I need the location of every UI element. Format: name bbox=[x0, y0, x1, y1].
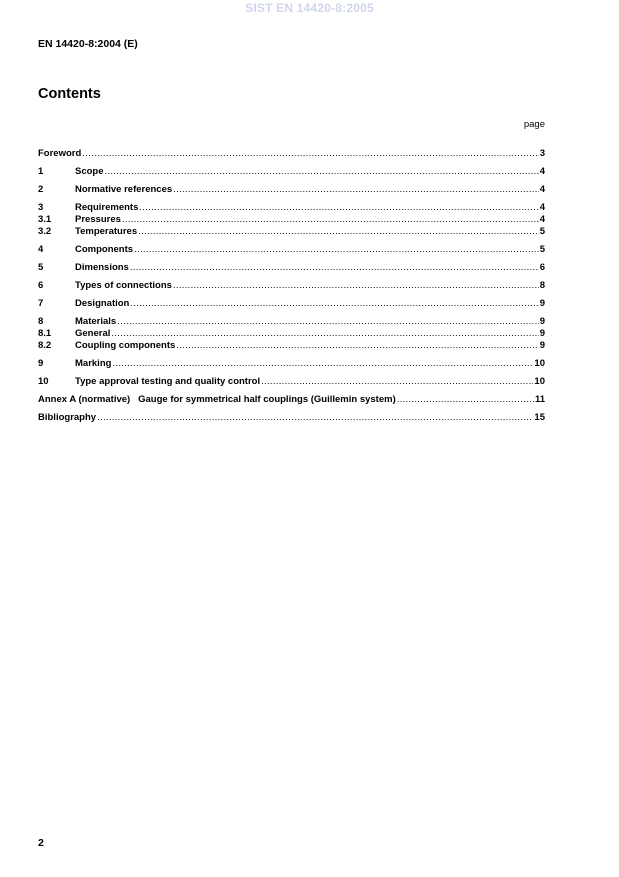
toc-entry-title: Requirements bbox=[75, 202, 139, 213]
toc-leader-dots bbox=[97, 412, 533, 424]
toc-entry-page: 4 bbox=[539, 214, 545, 225]
toc-leader-dots bbox=[130, 262, 539, 274]
toc-leader-dots bbox=[112, 358, 533, 370]
toc-entry-number: 3.1 bbox=[38, 214, 52, 225]
toc-entry-title: Temperatures bbox=[75, 226, 138, 237]
toc-leader-dots bbox=[261, 376, 533, 388]
toc-entry-page: 4 bbox=[539, 202, 545, 213]
toc-leader-dots bbox=[173, 280, 539, 292]
toc-entry-number: 5 bbox=[38, 262, 44, 273]
toc-leader-dots bbox=[176, 340, 538, 352]
page-column-label: page bbox=[523, 119, 545, 130]
toc-entry-temperatures[interactable] bbox=[38, 226, 545, 238]
toc-entry-general[interactable] bbox=[38, 328, 545, 340]
toc-entry-bibliography[interactable] bbox=[38, 412, 545, 424]
toc-entry-number: 3 bbox=[38, 202, 44, 213]
toc-leader-dots bbox=[105, 166, 539, 178]
toc-leader-dots bbox=[134, 244, 539, 256]
toc-entry-materials[interactable] bbox=[38, 316, 545, 328]
toc-entry-page: 5 bbox=[539, 244, 545, 255]
toc-entry-title: Marking bbox=[75, 358, 112, 369]
toc-entry-title: Materials bbox=[75, 316, 117, 327]
toc-entry-title: Bibliography bbox=[38, 412, 97, 423]
toc-leader-dots bbox=[111, 328, 538, 340]
toc-entry-page: 9 bbox=[539, 316, 545, 327]
toc-entry-number: 8.1 bbox=[38, 328, 52, 339]
toc-entry-page: 10 bbox=[534, 376, 545, 387]
toc-entry-scope[interactable] bbox=[38, 166, 545, 178]
toc-entry-components[interactable] bbox=[38, 244, 545, 256]
toc-entry-page: 4 bbox=[539, 184, 545, 195]
table-of-contents bbox=[38, 148, 545, 424]
toc-entry-title: Scope bbox=[75, 166, 104, 177]
toc-entry-number: 8 bbox=[38, 316, 44, 327]
toc-entry-number: 6 bbox=[38, 280, 44, 291]
toc-entry-types-of-connections[interactable] bbox=[38, 280, 545, 292]
toc-entry-title: Dimensions bbox=[75, 262, 129, 273]
toc-entry-page: 9 bbox=[539, 298, 545, 309]
toc-entry-page: 8 bbox=[539, 280, 545, 291]
toc-entry-number: 2 bbox=[38, 184, 44, 195]
toc-entry-pressures[interactable] bbox=[38, 214, 545, 226]
toc-entry-page: 15 bbox=[534, 412, 545, 423]
toc-leader-dots bbox=[138, 226, 539, 238]
toc-leader-dots bbox=[139, 202, 538, 214]
toc-entry-number: 8.2 bbox=[38, 340, 52, 351]
toc-entry-page: 11 bbox=[534, 394, 545, 405]
page-title: Contents bbox=[38, 86, 101, 102]
toc-entry-number: 4 bbox=[38, 244, 44, 255]
page-number: 2 bbox=[38, 837, 44, 849]
toc-entry-number: 7 bbox=[38, 298, 44, 309]
toc-entry-annex-a[interactable] bbox=[38, 394, 545, 406]
toc-entry-title: Coupling components bbox=[75, 340, 176, 351]
toc-entry-title: Pressures bbox=[75, 214, 121, 225]
toc-entry-page: 3 bbox=[539, 148, 545, 159]
toc-leader-dots bbox=[397, 394, 534, 406]
toc-entry-requirements[interactable] bbox=[38, 202, 545, 214]
toc-leader-dots bbox=[82, 148, 538, 160]
toc-entry-foreword[interactable] bbox=[38, 148, 545, 160]
toc-leader-dots bbox=[122, 214, 539, 226]
toc-entry-number: 10 bbox=[38, 376, 49, 387]
toc-entry-number: 1 bbox=[38, 166, 44, 177]
toc-entry-title: Type approval testing and quality control bbox=[75, 376, 261, 387]
toc-leader-dots bbox=[130, 298, 538, 310]
toc-entry-page: 9 bbox=[539, 328, 545, 339]
toc-entry-type-approval-testing[interactable] bbox=[38, 376, 545, 388]
toc-entry-dimensions[interactable] bbox=[38, 262, 545, 274]
toc-entry-page: 6 bbox=[539, 262, 545, 273]
watermark-text: SIST EN 14420-8:2005 bbox=[245, 1, 374, 15]
toc-entry-title: Components bbox=[75, 244, 134, 255]
toc-entry-marking[interactable] bbox=[38, 358, 545, 370]
toc-leader-dots bbox=[173, 184, 539, 196]
toc-entry-page: 5 bbox=[539, 226, 545, 237]
toc-entry-page: 4 bbox=[539, 166, 545, 177]
toc-entry-title: Annex A (normative) Gauge for symmetrical half couplings (Guillemin system) bbox=[38, 394, 396, 405]
toc-entry-number: 3.2 bbox=[38, 226, 52, 237]
toc-entry-number: 9 bbox=[38, 358, 44, 369]
toc-entry-designation[interactable] bbox=[38, 298, 545, 310]
toc-entry-title: Designation bbox=[75, 298, 130, 309]
document-id-header: EN 14420-8:2004 (E) bbox=[38, 38, 138, 50]
toc-entry-page: 9 bbox=[539, 340, 545, 351]
toc-leader-dots bbox=[117, 316, 539, 328]
toc-entry-title: Foreword bbox=[38, 148, 82, 159]
toc-entry-normative-references[interactable] bbox=[38, 184, 545, 196]
toc-entry-title: Types of connections bbox=[75, 280, 172, 291]
toc-entry-page: 10 bbox=[534, 358, 545, 369]
toc-entry-title: Normative references bbox=[75, 184, 173, 195]
toc-entry-title: General bbox=[75, 328, 111, 339]
toc-entry-coupling-components[interactable] bbox=[38, 340, 545, 352]
